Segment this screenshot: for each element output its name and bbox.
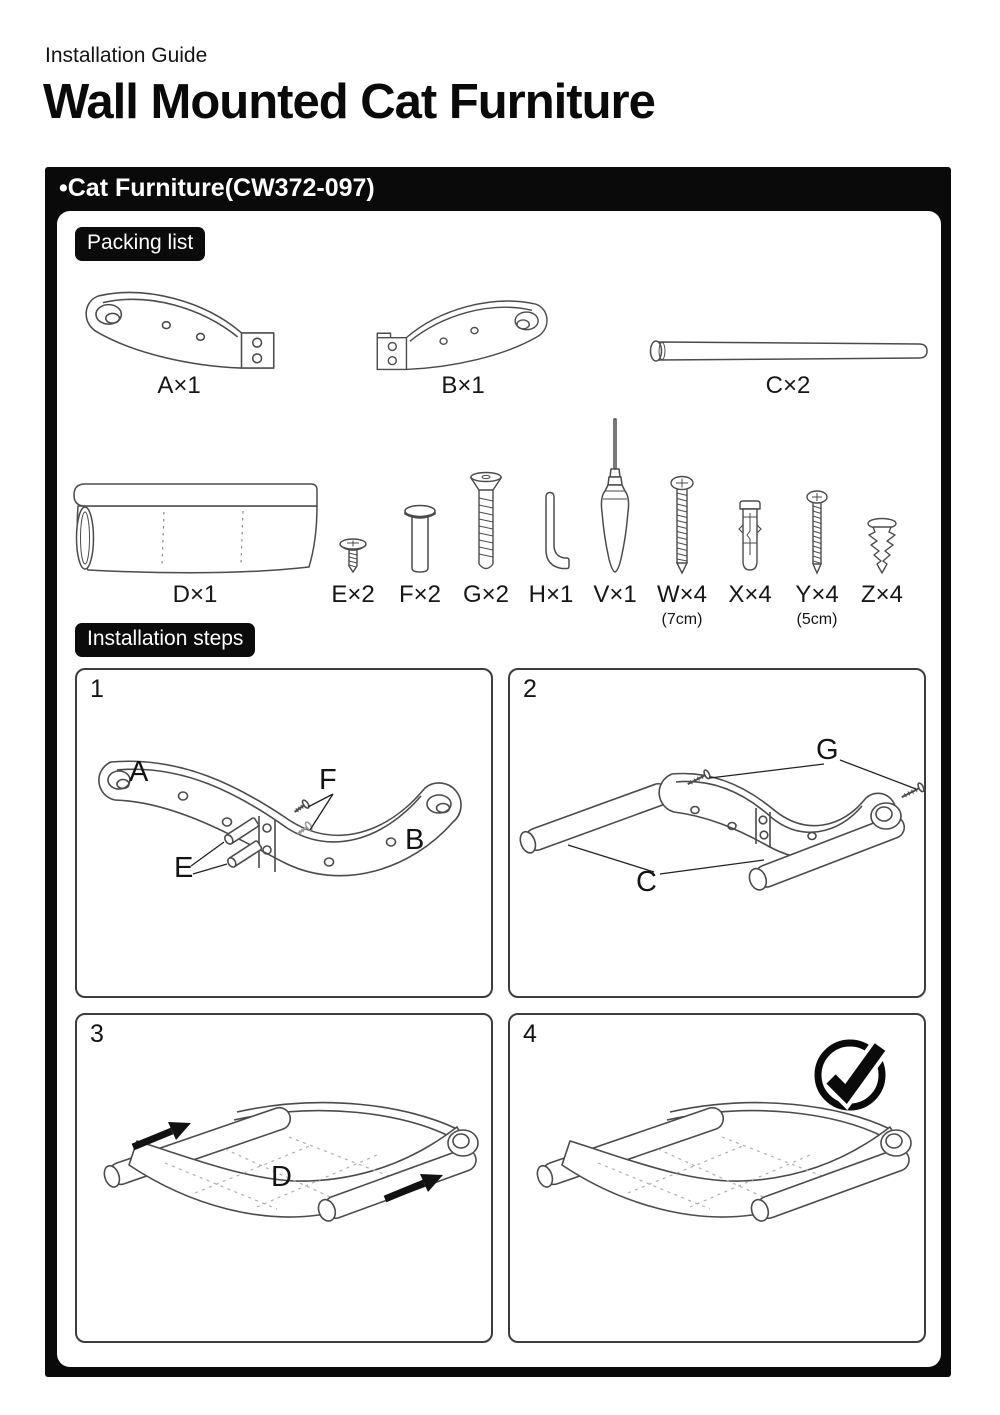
fabric-roll-icon bbox=[69, 479, 321, 575]
part-z-label: Z×4 bbox=[860, 581, 904, 608]
barrel-bolt-icon bbox=[402, 503, 438, 575]
part-a bbox=[71, 288, 287, 400]
part-w-size-note: (7cm) bbox=[661, 611, 703, 628]
doc-kicker: Installation Guide bbox=[45, 44, 208, 67]
part-v bbox=[583, 417, 647, 615]
content-panel bbox=[57, 211, 941, 1367]
long-screw-icon bbox=[667, 475, 697, 575]
step-2-box bbox=[508, 668, 926, 998]
step-4-box bbox=[508, 1013, 926, 1343]
callout-part-c: C bbox=[636, 866, 657, 898]
part-v-label: V×1 bbox=[593, 581, 637, 608]
packing-list-label: Packing list bbox=[75, 227, 205, 261]
part-a-label: A×1 bbox=[157, 372, 201, 399]
check-circle-icon bbox=[818, 1043, 882, 1107]
callout-part-d: D bbox=[271, 1161, 292, 1193]
part-e-label: E×2 bbox=[331, 581, 375, 608]
step-2-diagram bbox=[510, 670, 928, 1000]
screwdriver-icon bbox=[595, 417, 635, 575]
part-w bbox=[645, 475, 719, 641]
part-x bbox=[718, 498, 782, 615]
product-frame bbox=[45, 167, 951, 1377]
part-h-label: H×1 bbox=[528, 581, 574, 608]
step-4-diagram bbox=[510, 1015, 928, 1345]
step-1-box bbox=[75, 668, 493, 998]
part-c-label: C×2 bbox=[765, 372, 811, 399]
frame-header: •Cat Furniture(CW372-097) bbox=[59, 174, 375, 202]
part-f-label: F×2 bbox=[398, 581, 442, 608]
step-3-number: 3 bbox=[90, 1020, 104, 1048]
part-b-label: B×1 bbox=[441, 372, 485, 399]
flat-head-screw-icon bbox=[466, 470, 506, 575]
hex-key-icon bbox=[529, 490, 573, 575]
step-1-number: 1 bbox=[90, 675, 104, 703]
screw-icon bbox=[804, 490, 830, 575]
part-f bbox=[388, 503, 452, 615]
curved-bracket-right-icon bbox=[355, 297, 571, 373]
part-c bbox=[643, 288, 933, 400]
callout-part-f: F bbox=[319, 764, 337, 796]
part-w-label: W×4 bbox=[656, 581, 707, 608]
part-y-size-note: (5cm) bbox=[796, 611, 838, 628]
part-b bbox=[355, 288, 571, 400]
rod-icon bbox=[643, 332, 933, 370]
callout-part-b: B bbox=[405, 824, 425, 856]
doc-title: Wall Mounted Cat Furniture bbox=[43, 75, 655, 129]
part-z bbox=[850, 517, 914, 615]
callout-part-e: E bbox=[174, 852, 194, 884]
step-4-number: 4 bbox=[523, 1020, 537, 1048]
small-screw-icon bbox=[336, 537, 370, 575]
callout-part-a: A bbox=[129, 756, 149, 788]
part-g-label: G×2 bbox=[462, 581, 510, 608]
step-1-diagram bbox=[77, 670, 495, 1000]
part-g bbox=[454, 470, 518, 615]
part-d bbox=[69, 479, 321, 615]
part-h bbox=[519, 490, 583, 615]
curved-bracket-left-icon bbox=[71, 288, 287, 372]
wall-anchor-icon bbox=[734, 498, 766, 575]
part-e bbox=[321, 537, 385, 615]
step-3-box bbox=[75, 1013, 493, 1343]
part-y bbox=[780, 490, 854, 641]
step-2-number: 2 bbox=[523, 675, 537, 703]
installation-steps-label: Installation steps bbox=[75, 623, 255, 657]
part-y-label: Y×4 bbox=[795, 581, 839, 608]
part-x-label: X×4 bbox=[728, 581, 772, 608]
part-d-label: D×1 bbox=[172, 581, 218, 608]
callout-part-g: G bbox=[816, 734, 839, 766]
drywall-anchor-icon bbox=[863, 517, 901, 575]
